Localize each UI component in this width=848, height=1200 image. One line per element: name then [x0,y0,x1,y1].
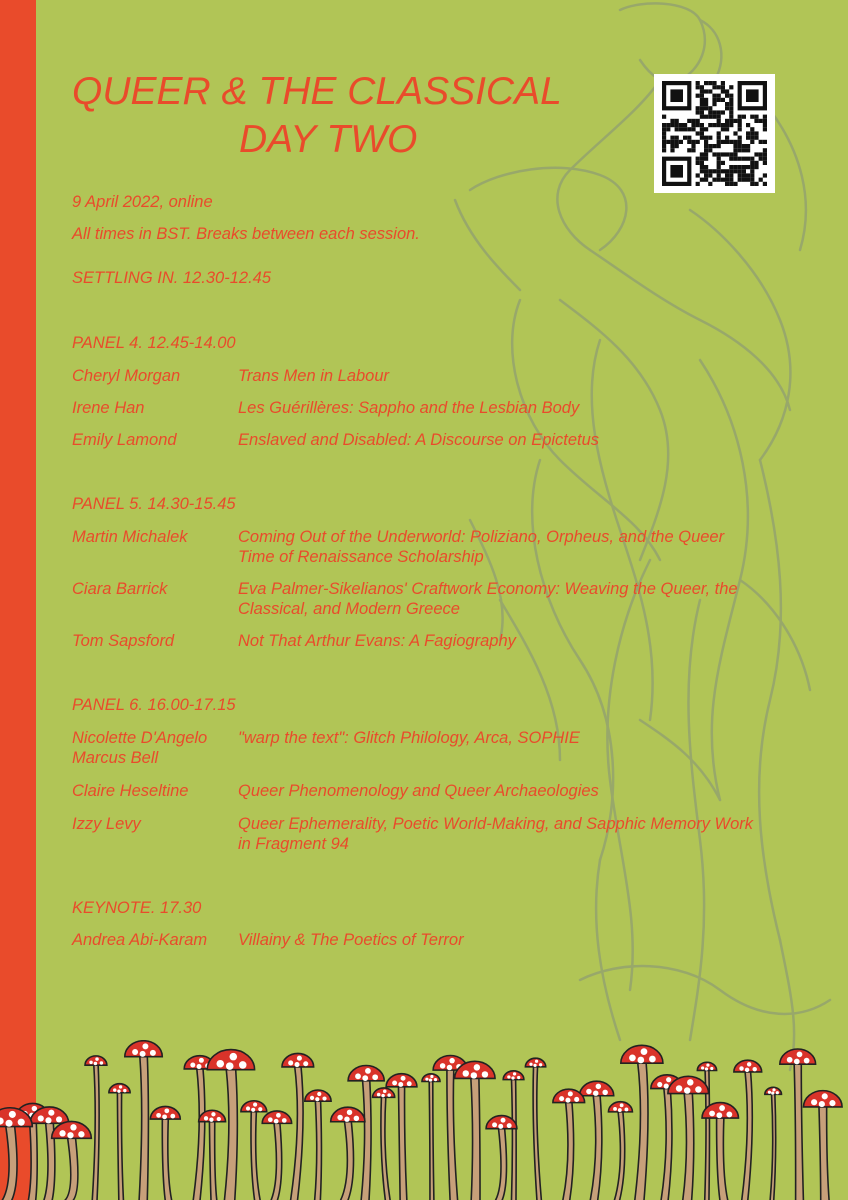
talk-title: Trans Men in Labour [238,367,390,385]
panel-6-heading: PANEL 6. 16.00-17.15 [72,696,236,714]
settling-in: SETTLING IN. 12.30-12.45 [72,269,272,287]
keynote-heading: KEYNOTE. 17.30 [72,899,202,917]
talk-title: Les Guérillères: Sappho and the Lesbian Body [238,399,580,417]
speaker: Claire Heseltine [72,782,189,800]
title-line-2: DAY TWO [239,118,418,161]
speaker: Nicolette D'Angelo [72,729,208,747]
times-note: All times in BST. Breaks between each session. [72,225,420,243]
title-line-1: QUEER & THE CLASSICAL [72,70,562,113]
qr-code[interactable] [654,74,775,193]
talk-title: Queer Phenomenology and Queer Archaeologies [238,782,599,800]
qr-code-pattern [662,81,767,186]
panel-4-heading: PANEL 4. 12.45-14.00 [72,334,236,352]
speaker: Emily Lamond [72,431,177,449]
talk-title: Not That Arthur Evans: A Fagiography [238,632,516,650]
mushroom-border [0,1040,848,1200]
panel-5-heading: PANEL 5. 14.30-15.45 [72,495,236,513]
talk-title: Coming Out of the Underworld: Poliziano, Orpheus, and the Queer Time of Renaissance Scholarship [238,528,725,566]
event-date: 9 April 2022, online [72,193,213,211]
talk-title: Queer Ephemerality, Poetic World-Making, and Sapphic Memory Work in Fragment 94 [238,815,754,853]
speaker: Ciara Barrick [72,580,168,598]
keynote-speaker: Andrea Abi-Karam [72,931,208,949]
speaker: Izzy Levy [72,815,141,833]
speaker-2: Marcus Bell [72,749,159,767]
talk-title: Eva Palmer-Sikelianos' Craftwork Economy: Weaving the Queer, the Classical, and Modern Greece [238,580,738,618]
speaker: Tom Sapsford [72,632,175,650]
talk-title: "warp the text": Glitch Philology, Arca, SOPHIE [238,729,580,747]
talk-title: Enslaved and Disabled: A Discourse on Epictetus [238,431,600,449]
speaker: Cheryl Morgan [72,367,181,385]
speaker: Martin Michalek [72,528,188,546]
speaker: Irene Han [72,399,145,417]
keynote-title: Villainy & The Poetics of Terror [238,931,464,949]
